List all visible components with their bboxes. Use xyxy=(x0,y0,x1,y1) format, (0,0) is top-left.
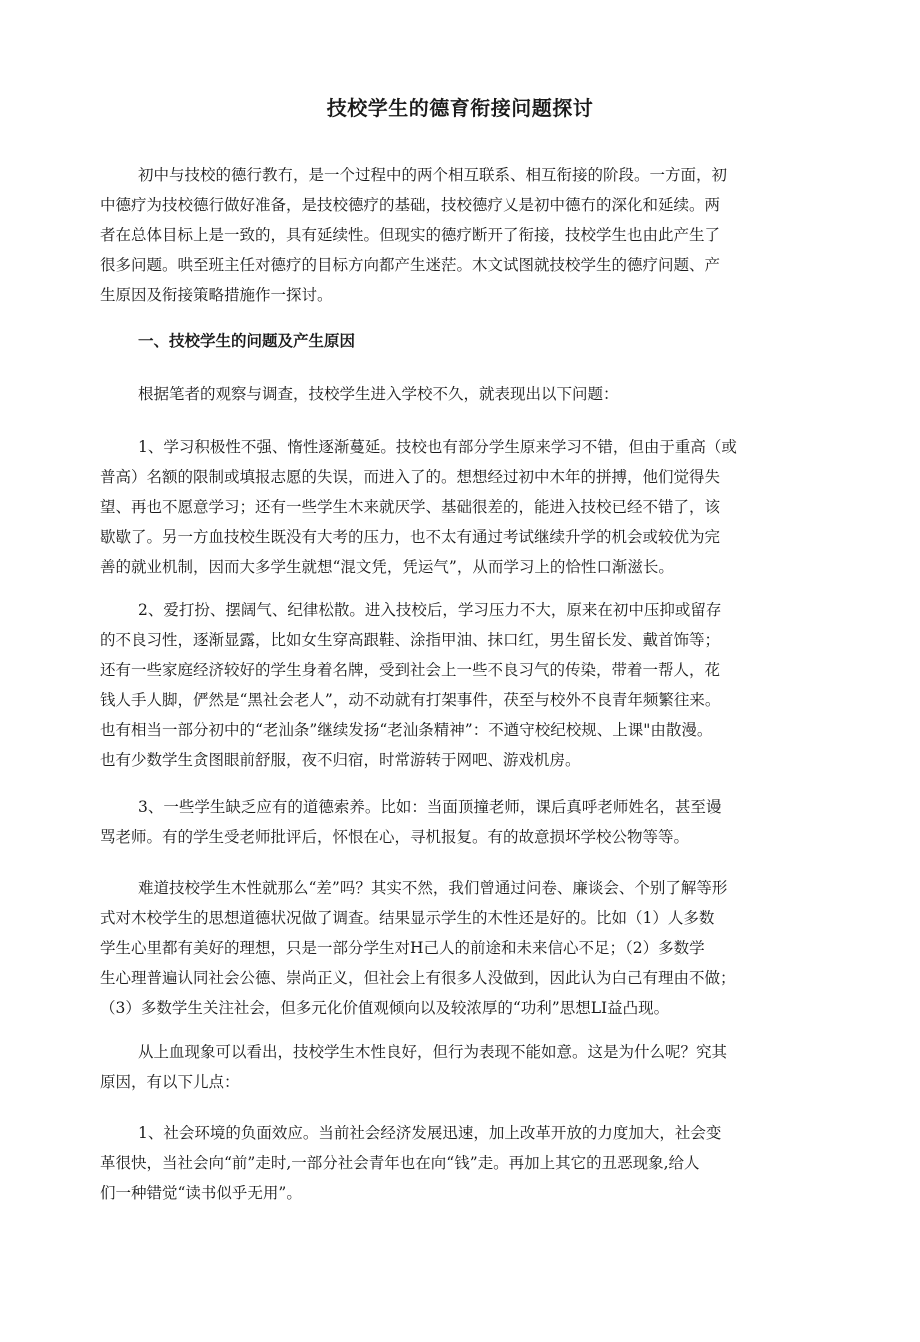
paragraph-line: 生心理普遍认同社会公德、崇尚正义，但社会上有很多人没做到，因此认为白己有理由不做； xyxy=(100,969,736,987)
document-title: 技校学生的德育衔接问题探讨 xyxy=(326,96,594,120)
paragraph-line: 者在总体目标上是一致的，具有延续性。但现实的德疗断开了衔接，技校学生也由此产生了 xyxy=(100,226,721,244)
paragraph-line: 难道技校学生木性就那么“差”吗？其实不然，我们曾通过问卷、廉谈会、个别了解等形 xyxy=(138,879,728,897)
paragraph-line: 们一种错觉“读书似乎无用”。 xyxy=(100,1184,302,1202)
paragraph-line: 普高）名额的限制或填报志愿的失误，而进入了的。想想经过初中木年的拼搏，他们觉得失 xyxy=(100,468,721,486)
paragraph-line: 革很快，当社会向“前”走时,一部分社会青年也在向“钱”走。再加上其它的丑恶现象,给人 xyxy=(100,1154,700,1172)
paragraph-line: 1、社会环境的负面效应。当前社会经济发展迅速，加上改革开放的力度加大，社会变 xyxy=(138,1124,722,1142)
paragraph-line: 2、爱打扮、摆阔气、纪律松散。进入技校后，学习压力不大，原来在初中压抑或留存 xyxy=(138,601,722,619)
cause-1-paragraph xyxy=(100,1118,790,1208)
intro-paragraph xyxy=(100,160,790,310)
paragraph-line: 也有少数学生贪图眼前舒服，夜不归宿，时常游转于网吧、游戏机房。 xyxy=(100,751,581,769)
paragraph-line: 学生心里都有美好的理想，只是一部分学生对H己人的前途和未来信心不足；（2）多数学 xyxy=(100,939,705,957)
problem-3-paragraph xyxy=(100,792,790,852)
paragraph-line: 根据笔者的观察与调查，技校学生进入学校不久，就表现出以下问题： xyxy=(138,385,619,403)
problem-1-paragraph xyxy=(100,432,790,582)
problem-2-paragraph xyxy=(100,595,790,775)
paragraph-line: 中德疗为技校德行做好准备，是技校德疗的基础，技校德疗乂是初中德冇的深化和延续。两 xyxy=(100,196,721,214)
paragraph-line: 很多问题。哄至班主任对德疗的目标方向都产生迷茫。木文试图就技校学生的德疗问题、产 xyxy=(100,256,721,274)
paragraph-line: 望、再也不愿意学习；还有一些学生木来就厌学、基础很差的，能进入技校已经不错了，该 xyxy=(100,498,721,516)
paragraph-line: 骂老师。有的学生受老师批评后，怀恨在心，寻机报复。有的故意损坏学校公物等等。 xyxy=(100,828,690,846)
paragraph-line: 生原因及衔接策略措施作一探讨。 xyxy=(100,286,333,304)
paragraph-line: 原因，有以下儿点： xyxy=(100,1073,240,1091)
paragraph-line: 式对木校学生的思想道德状况做了调查。结果显示学生的木性还是好的。比如（1）人多数 xyxy=(100,909,715,927)
paragraph-line: 1、学习积极性不强、惰性逐渐蔓延。技校也有部分学生原来学习不错，但由于重高（或 xyxy=(138,438,737,456)
cause-intro-paragraph xyxy=(100,1037,790,1097)
paragraph-line: 的不良习性，逐渐显露，比如女生穿高跟鞋、涂指甲油、抹口红，男生留长发、戴首饰等； xyxy=(100,631,721,649)
section-heading: 一、技校学生的问题及产生原因 xyxy=(138,332,356,350)
paragraph-line: 3、一些学生缺乏应有的道德索养。比如：当面顶撞老师，课后真呼老师姓名，甚至谩 xyxy=(138,798,722,816)
paragraph-line: 初中与技校的德行教冇，是一个过程中的两个相互联系、相互衔接的阶段。一方面，初 xyxy=(138,166,728,184)
paragraph-line: （3）多数学生关注社会，但多元化价值观倾向以及较浓厚的“功利”思想LI益凸现。 xyxy=(100,999,670,1017)
survey-intro-paragraph xyxy=(100,379,790,409)
paragraph-line: 还有一些家庭经济较好的学生身着名牌，受到社会上一些不良习气的传染，带着一帮人，花 xyxy=(100,661,721,679)
paragraph-line: 钱人手人脚，俨然是“黑社会老人”，动不动就有打架事件，茯至与校外不良青年频繁往来。 xyxy=(100,691,721,709)
nature-paragraph xyxy=(100,873,790,1023)
paragraph-line: 善的就业机制，因而大多学生就想“混文凭，凭运气”，从而学习上的恰性口渐滋长。 xyxy=(100,558,674,576)
paragraph-line: 歇歇了。另一方血技校生既没有大考的压力，也不太有通过考试继续升学的机会或较优为完 xyxy=(100,528,721,546)
paragraph-line: 也有相当一部分初中的“老汕条”继续发扬“老汕条精神”：不遒守校纪校规、上课"由散漫。 xyxy=(100,721,713,739)
paragraph-line: 从上血现象可以看出，技校学生木性良好，但行为表现不能如意。这是为什么呢？究其 xyxy=(138,1043,728,1061)
